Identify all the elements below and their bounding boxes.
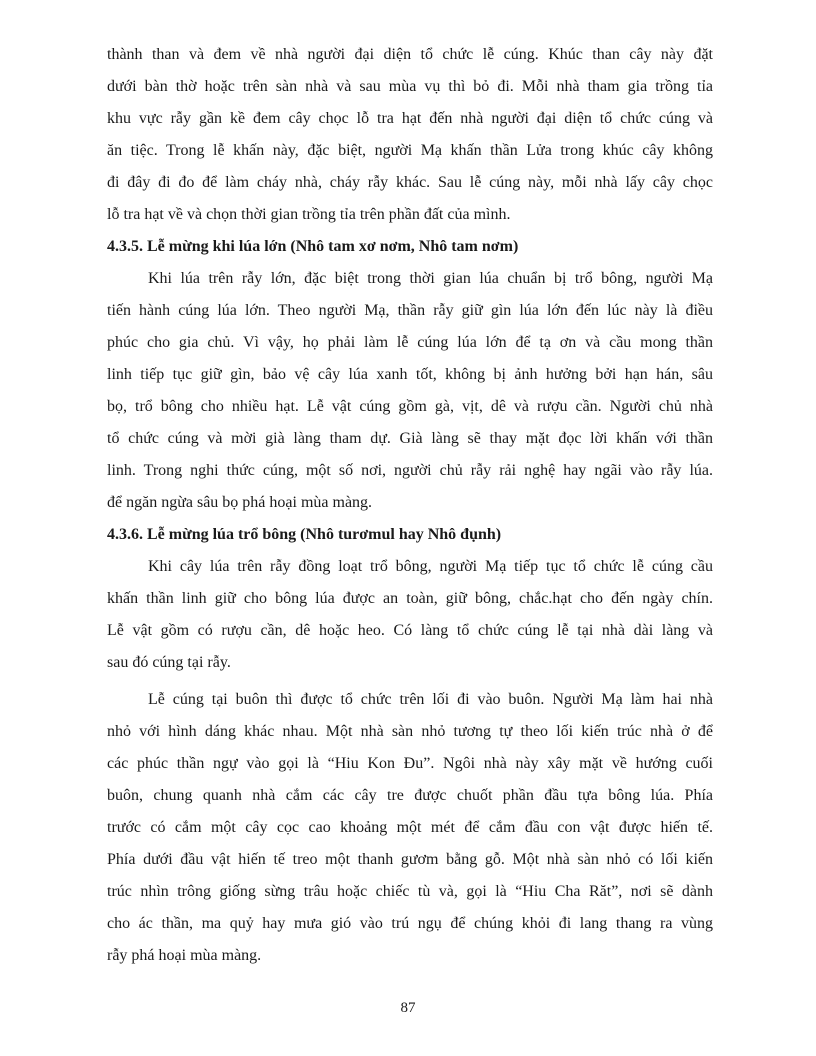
- text-line: bọ, trổ bông cho nhiều hạt. Lễ vật cúng gồm gà, vịt, dê và rượu cần. Người chủ nhà: [107, 398, 713, 415]
- text-line: Lễ cúng tại buôn thì được tổ chức trên lối đi vào buôn. Người Mạ làm hai nhà: [148, 691, 713, 708]
- text-line: phúc cho gia chủ. Vì vậy, họ phải làm lễ cúng lúa lớn để tạ ơn và cầu mong thần: [107, 334, 713, 351]
- text-line: Phía dưới đầu vật hiến tế treo một thanh gươm bằng gỗ. Một nhà sàn nhỏ có lối kiến: [107, 851, 713, 868]
- text-line: khấn thần linh giữ cho bông lúa được an toàn, giữ bông, chắc.hạt cho đến ngày chín.: [107, 590, 713, 607]
- text-line: buôn, chung quanh nhà cắm các cây tre được chuốt phần đầu tựa bông lúa. Phía: [107, 787, 713, 804]
- text-line: sau đó cúng tại rẫy.: [107, 654, 231, 671]
- text-line: tiến hành cúng lúa lớn. Theo người Mạ, thần rẫy giữ gìn lúa lớn đến lúc này là điều: [107, 302, 713, 319]
- text-line: linh. Trong nghi thức cúng, một số nơi, người chủ rẫy rải nghệ hay ngãi vào rẫy lúa.: [107, 462, 713, 479]
- text-line: tổ chức cúng và mời già làng tham dự. Già làng sẽ thay mặt đọc lời khấn với thần: [107, 430, 713, 447]
- text-line: các phúc thần ngự vào gọi là “Hiu Kon Đu”. Ngôi nhà này xây mặt về hướng cuối: [107, 755, 713, 772]
- text-line: ăn tiệc. Trong lễ khấn này, đặc biệt, người Mạ khấn thần Lửa trong khúc cây không: [107, 142, 713, 159]
- section-heading-4-3-6: 4.3.6. Lễ mừng lúa trổ bông (Nhô turơmul hay Nhô đụnh): [107, 526, 502, 543]
- text-line: lỗ tra hạt về và chọn thời gian trồng tỉa trên phần đất của mình.: [107, 206, 511, 223]
- text-line: đi đây đi đo để làm cháy nhà, cháy rẫy khác. Sau lễ cúng này, mỗi nhà lấy cây chọc: [107, 174, 713, 191]
- text-line: Khi lúa trên rẫy lớn, đặc biệt trong thời gian lúa chuẩn bị trổ bông, người Mạ: [148, 270, 713, 287]
- text-line: Lễ vật gồm có rượu cần, dê hoặc heo. Có làng tổ chức cúng lễ tại nhà dài làng và: [107, 622, 713, 639]
- text-line: nhỏ với hình dáng khác nhau. Một nhà sàn nhỏ tương tự theo lối kiến trúc nhà ở để: [107, 723, 713, 740]
- text-line: khu vực rẫy gần kề đem cây chọc lỗ tra hạt đến nhà người đại diện tổ chức cúng và: [107, 110, 713, 127]
- text-line: Khi cây lúa trên rẫy đồng loạt trổ bông, người Mạ tiếp tục tổ chức lễ cúng cầu: [148, 558, 713, 575]
- text-line: linh tiếp tục giữ gìn, bảo vệ cây lúa xanh tốt, không bị ảnh hưởng bởi hạn hán, sâu: [107, 366, 713, 383]
- text-line: cho ác thần, ma quỷ hay mưa gió vào trú ngụ để chúng khỏi đi lang thang ra vùng: [107, 915, 713, 932]
- text-line: để ngăn ngừa sâu bọ phá hoại mùa màng.: [107, 494, 373, 511]
- section-heading-4-3-5: 4.3.5. Lễ mừng khi lúa lớn (Nhô tam xơ nơm, Nhô tam nơm): [107, 238, 519, 255]
- text-line: trước có cắm một cây cọc cao khoảng một mét để cắm đầu con vật được hiến tế.: [107, 819, 713, 836]
- text-line: dưới bàn thờ hoặc trên sàn nhà và sau mùa vụ thì bỏ đi. Mỗi nhà tham gia trồng tỉa: [107, 78, 713, 95]
- text-line: trúc nhìn trông giống sừng trâu hoặc chiếc tù và, gọi là “Hiu Cha Răt”, nơi sẽ dành: [107, 883, 713, 900]
- text-line: rẫy phá hoại mùa màng.: [107, 947, 262, 964]
- text-line: thành than và đem về nhà người đại diện tổ chức lễ cúng. Khúc than cây này đặt: [107, 46, 713, 63]
- page-number: 87: [400, 1000, 416, 1016]
